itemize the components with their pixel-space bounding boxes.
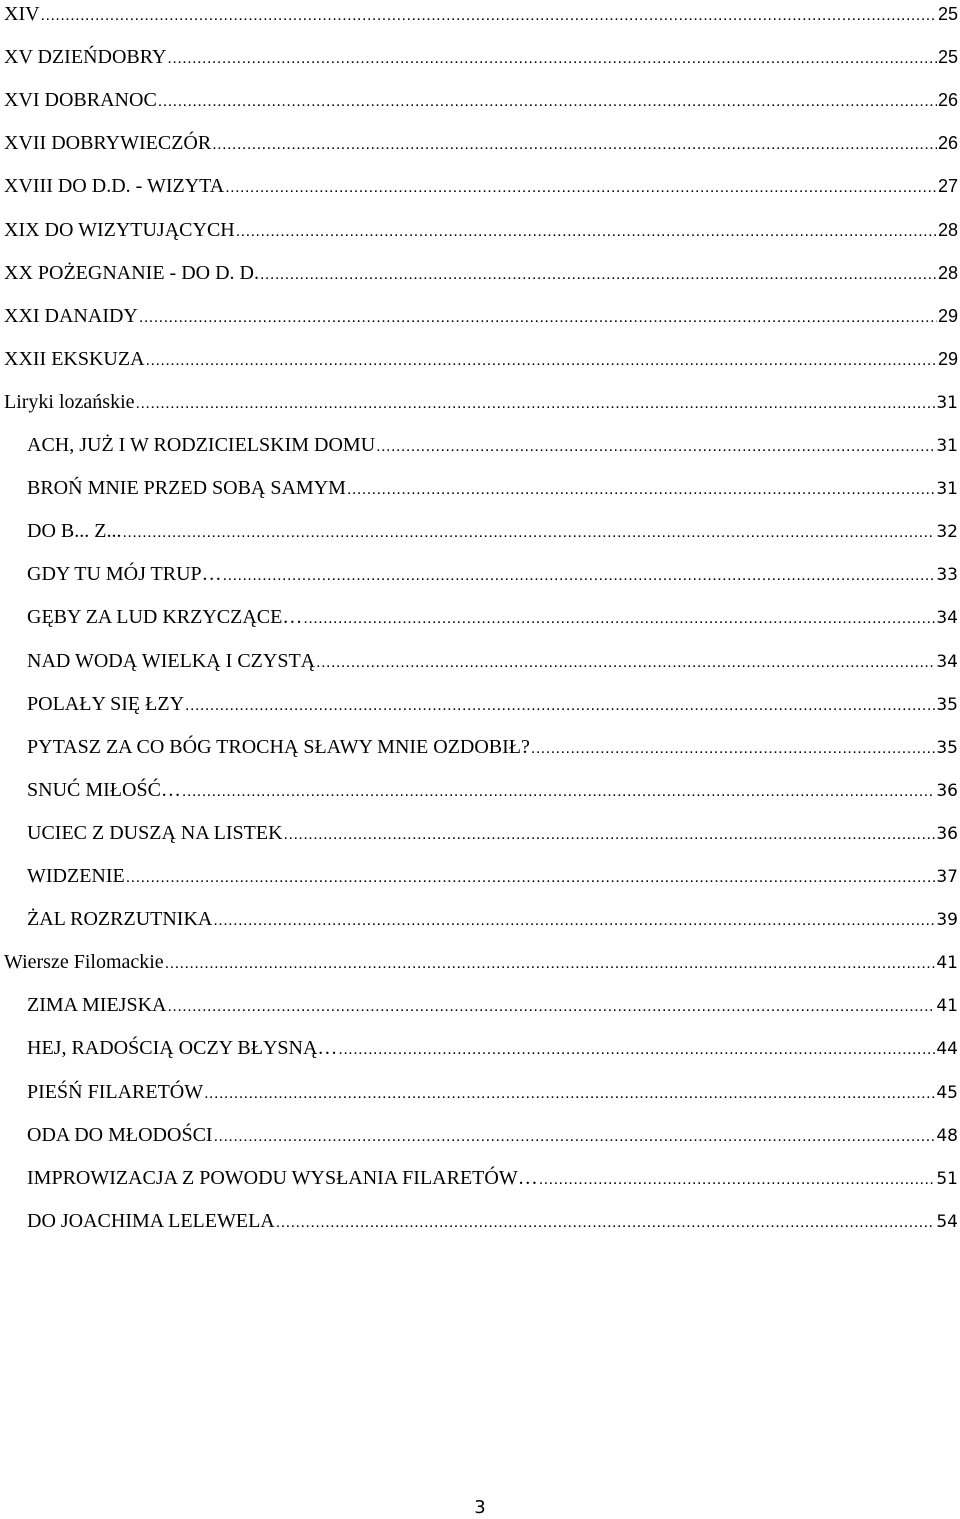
dot-leader xyxy=(236,217,937,247)
dot-leader xyxy=(223,561,936,591)
toc-entry-title: XVII DOBRYWIECZÓR xyxy=(4,132,212,155)
toc-entry[interactable] xyxy=(0,990,960,1020)
dot-leader xyxy=(41,1,937,31)
toc-entry[interactable] xyxy=(0,258,960,288)
page-number: 3 xyxy=(474,1497,486,1518)
dot-leader xyxy=(204,1079,935,1109)
toc-entry-title: ZIMA MIEJSKA xyxy=(27,994,167,1017)
toc-entry-page: 34 xyxy=(936,651,958,672)
dot-leader xyxy=(213,906,935,936)
toc-entry-title: XVIII DO D.D. - WIZYTA xyxy=(4,175,225,198)
dot-leader xyxy=(139,303,937,333)
dot-leader xyxy=(126,863,936,893)
toc-entry[interactable] xyxy=(0,818,960,848)
toc-entry-title: BROŃ MNIE PRZED SOBĄ SAMYM xyxy=(27,477,346,500)
toc-entry-title: XV DZIEŃDOBRY xyxy=(4,46,167,69)
dot-leader xyxy=(185,691,935,721)
toc-entry[interactable] xyxy=(0,1120,960,1150)
toc-entry-page: 26 xyxy=(937,90,958,111)
toc-entry[interactable] xyxy=(0,646,960,676)
toc-entry[interactable] xyxy=(0,1033,960,1063)
toc-entry-title: ODA DO MŁODOŚCI xyxy=(27,1123,213,1146)
toc-entry-page: 41 xyxy=(936,953,958,974)
toc-entry[interactable] xyxy=(0,301,960,331)
toc-entry-title: XIV xyxy=(4,3,40,25)
dot-leader xyxy=(303,604,935,634)
toc-entry[interactable] xyxy=(0,559,960,589)
dot-leader xyxy=(136,389,936,419)
toc-entry-title: PYTASZ ZA CO BÓG TROCHĄ SŁAWY MNIE OZDOBIŁ? xyxy=(27,735,530,758)
dot-leader xyxy=(276,1208,936,1238)
toc-entry-page: 54 xyxy=(936,1211,958,1232)
toc-entry[interactable] xyxy=(0,602,960,632)
toc-entry-page: 35 xyxy=(936,737,958,758)
toc-entry-page: 33 xyxy=(936,565,958,586)
toc-entry-page: 35 xyxy=(936,694,958,715)
dot-leader xyxy=(260,260,937,290)
toc-entry-title: PIEŚŃ FILARETÓW xyxy=(27,1080,204,1103)
toc-entry[interactable] xyxy=(0,387,960,417)
dot-leader xyxy=(165,949,936,979)
toc-entry-page: 31 xyxy=(936,436,958,456)
dot-leader xyxy=(539,1165,936,1195)
dot-leader xyxy=(376,432,935,462)
dot-leader xyxy=(284,820,936,850)
toc-entry-title: GDY TU MÓJ TRUP… xyxy=(27,563,222,586)
toc-entry-page: 48 xyxy=(936,1125,958,1146)
toc-entry-page: 36 xyxy=(936,780,958,801)
toc-entry[interactable] xyxy=(0,430,960,460)
dot-leader xyxy=(182,777,935,807)
toc-entry-title: DO B... Z... xyxy=(27,520,122,543)
toc-entry-title: XX POŻEGNANIE - DO D. D. xyxy=(4,261,259,284)
toc-entry-title: NAD WODĄ WIELKĄ I CZYSTĄ xyxy=(27,649,316,672)
toc-entry[interactable] xyxy=(0,1206,960,1236)
toc-entry-title: XXII EKSKUZA xyxy=(4,347,145,370)
toc-entry-page: 51 xyxy=(936,1168,958,1189)
toc-entry-title: ACH, JUŻ I W RODZICIELSKIM DOMU xyxy=(27,434,376,456)
toc-entry-page: 31 xyxy=(936,392,958,413)
toc-entry[interactable] xyxy=(0,128,960,158)
dot-leader xyxy=(146,346,937,376)
toc-entry-page: 37 xyxy=(936,867,958,887)
toc-entry[interactable] xyxy=(0,42,960,72)
toc-entry[interactable] xyxy=(0,0,960,29)
toc-entry-title: Wiersze Filomackie xyxy=(4,951,164,974)
toc-entry-title: ŻAL ROZRZUTNIKA xyxy=(27,908,213,931)
toc-entry-title: SNUĆ MIŁOŚĆ… xyxy=(27,778,181,801)
toc-entry-title: HEJ, RADOŚCIĄ OCZY BŁYSNĄ… xyxy=(27,1037,338,1060)
toc-entry-page: 31 xyxy=(936,479,958,500)
dot-leader xyxy=(158,87,937,117)
dot-leader xyxy=(531,734,935,764)
toc-entry[interactable] xyxy=(0,171,960,201)
toc-entry-page: 25 xyxy=(937,4,958,24)
dot-leader xyxy=(225,173,937,203)
toc-entry[interactable] xyxy=(0,775,960,805)
toc-entry[interactable] xyxy=(0,344,960,374)
toc-entry[interactable] xyxy=(0,473,960,503)
toc-entry-title: XVI DOBRANOC xyxy=(4,89,157,112)
toc-entry[interactable] xyxy=(0,1163,960,1193)
toc-entry-title: UCIEC Z DUSZĄ NA LISTEK xyxy=(27,821,283,844)
toc-entry[interactable] xyxy=(0,861,960,891)
toc-entry[interactable] xyxy=(0,516,960,546)
dot-leader xyxy=(316,648,935,678)
toc-entry-page: 25 xyxy=(937,47,958,68)
dot-leader xyxy=(347,475,935,505)
toc-entry-page: 26 xyxy=(937,133,958,154)
toc-entry-title: POLAŁY SIĘ ŁZY xyxy=(27,692,185,715)
toc-entry-page: 39 xyxy=(936,910,958,931)
toc-entry-page: 29 xyxy=(937,348,958,369)
toc-entry-page: 34 xyxy=(936,608,958,629)
toc-entry-title: Liryki lozańskie xyxy=(4,390,135,413)
dot-leader xyxy=(212,130,937,160)
toc-entry-page: 41 xyxy=(936,996,958,1017)
toc-entry[interactable] xyxy=(0,1077,960,1107)
toc-entry[interactable] xyxy=(0,947,960,977)
dot-leader xyxy=(214,1122,936,1152)
toc-entry[interactable] xyxy=(0,904,960,934)
toc-entry-page: 27 xyxy=(937,176,958,197)
toc-entry-page: 32 xyxy=(936,522,958,543)
toc-entry-page: 44 xyxy=(936,1039,958,1060)
toc-entry-title: XXI DANAIDY xyxy=(4,304,138,327)
dot-leader xyxy=(338,1035,935,1065)
dot-leader xyxy=(167,992,935,1022)
toc-entry[interactable] xyxy=(0,215,960,245)
toc-entry-page: 28 xyxy=(937,262,958,283)
toc-entry-page: 29 xyxy=(937,305,958,326)
toc-entry-title: IMPROWIZACJA Z POWODU WYSŁANIA FILARETÓW… xyxy=(27,1166,538,1189)
toc-entry-title: XIX DO WIZYTUJĄCYCH xyxy=(4,218,235,241)
toc-entry-title: DO JOACHIMA LELEWELA xyxy=(27,1209,275,1232)
toc-entry-title: GĘBY ZA LUD KRZYCZĄCE… xyxy=(27,606,303,629)
toc-entry[interactable] xyxy=(0,689,960,719)
toc-entry-page: 28 xyxy=(937,219,958,240)
toc-entry-page: 36 xyxy=(936,823,958,844)
toc-entry-title: WIDZENIE xyxy=(27,865,125,887)
toc-entry[interactable] xyxy=(0,85,960,115)
toc-entry-page: 45 xyxy=(936,1082,958,1103)
toc-entry[interactable] xyxy=(0,732,960,762)
dot-leader xyxy=(167,44,937,74)
dot-leader xyxy=(122,518,935,548)
